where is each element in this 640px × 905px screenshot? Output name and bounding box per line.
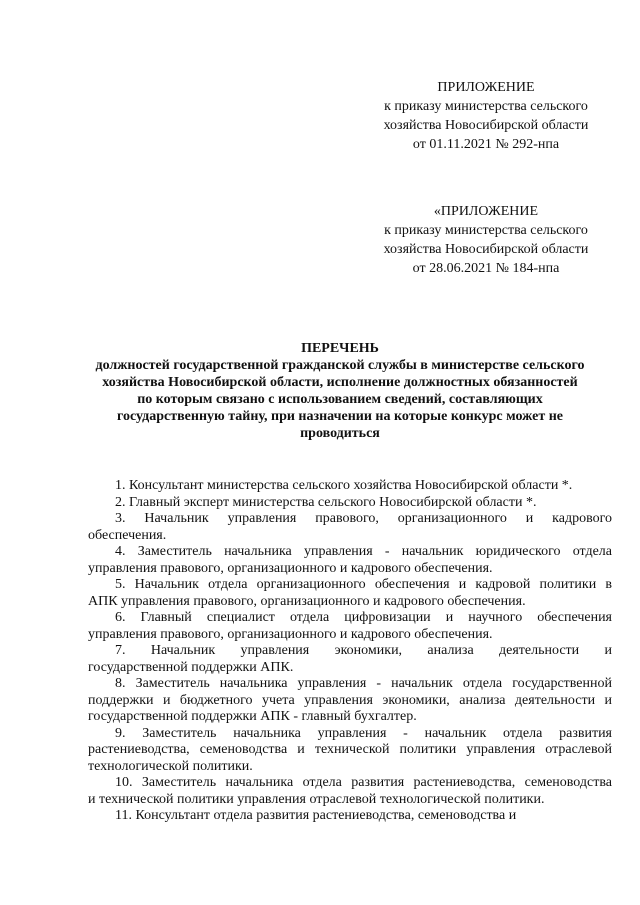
list-item-line: 6. Главный специалист отдела цифровизации и научного обеспечения — [115, 610, 612, 625]
appendix-current-line: к приказу министерства сельского — [384, 99, 588, 114]
list-item — [88, 676, 612, 726]
title-heading: ПЕРЕЧЕНЬ — [301, 341, 379, 356]
list-item-line: 8. Заместитель начальника управления - начальник отдела государственной — [115, 676, 612, 691]
list-item-line: 7. Начальник управления экономики, анализа деятельности и — [115, 643, 612, 658]
list-item-line: государственной поддержки АПК - главный бухгалтер. — [88, 709, 417, 724]
list-item — [88, 775, 612, 808]
list-item-line: государственной поддержки АПК. — [88, 659, 294, 675]
appendix-previous-line: от 28.06.2021 № 184-нпа — [412, 261, 560, 276]
appendix-current-line: ПРИЛОЖЕНИЕ — [437, 80, 535, 95]
list-item — [88, 577, 612, 610]
position-list — [88, 478, 612, 825]
title-line: проводиться — [300, 426, 380, 441]
appendix-previous-line: к приказу министерства сельского — [384, 223, 588, 238]
list-item-line: 5. Начальник отдела организационного обеспечения и кадровой политики в — [115, 577, 612, 592]
list-item — [88, 610, 612, 643]
list-item — [88, 478, 612, 495]
list-item-line: 9. Заместитель начальника управления - начальник отдела развития — [115, 725, 612, 741]
list-item-line: поддержки и бюджетного учета управления экономики, анализа деятельности и — [88, 692, 612, 708]
list-item-line: технологической политики. — [88, 758, 253, 774]
list-item — [88, 495, 612, 512]
list-item-line: управления правового, организационного и кадрового обеспечения. — [88, 560, 493, 576]
appendix-current-header — [366, 78, 606, 154]
title-line: государственную тайну, при назначении на которые конкурс может не — [117, 409, 563, 424]
list-item-line: 11. Консультант отдела развития растениеводства, семеноводства и — [115, 808, 517, 823]
appendix-previous-line: «ПРИЛОЖЕНИЕ — [433, 204, 539, 219]
list-item-line: 2. Главный эксперт министерства сельского Новосибирской области *. — [115, 494, 537, 510]
list-item — [88, 808, 612, 825]
document-title — [60, 340, 620, 442]
list-item — [88, 511, 612, 544]
appendix-current-line: хозяйства Новосибирской области — [383, 118, 589, 133]
list-item-line: 10. Заместитель начальника отдела развития растениеводства, семеноводства — [115, 775, 612, 790]
list-item — [88, 544, 612, 577]
list-item-line: обеспечения. — [88, 527, 167, 543]
list-item-line: управления правового, организационного и кадрового обеспечения. — [88, 626, 493, 642]
list-item — [88, 726, 612, 776]
appendix-current-line: от 01.11.2021 № 292-нпа — [412, 137, 560, 152]
list-item — [88, 643, 612, 676]
title-line: по которым связано с использованием сведений, составляющих — [137, 392, 543, 407]
list-item-line: 3. Начальник управления правового, организационного и кадрового — [115, 511, 612, 526]
title-line: хозяйства Новосибирской области, исполнение должностных обязанностей — [102, 375, 578, 390]
list-item-line: растениеводства, семеноводства и технической политики управления отраслевой — [88, 742, 612, 757]
list-item-line: 4. Заместитель начальника управления - начальник юридического отдела — [115, 544, 612, 559]
list-item-line: АПК управления правового, организационного и кадрового обеспечения. — [88, 593, 526, 609]
list-item-line: 1. Консультант министерства сельского хозяйства Новосибирской области *. — [115, 478, 573, 493]
appendix-previous-header — [366, 202, 606, 278]
title-line: должностей государственной гражданской службы в министерстве сельского — [95, 358, 585, 373]
appendix-previous-line: хозяйства Новосибирской области — [383, 242, 589, 257]
list-item-line: и технической политики управления отраслевой технологической политики. — [88, 791, 545, 807]
